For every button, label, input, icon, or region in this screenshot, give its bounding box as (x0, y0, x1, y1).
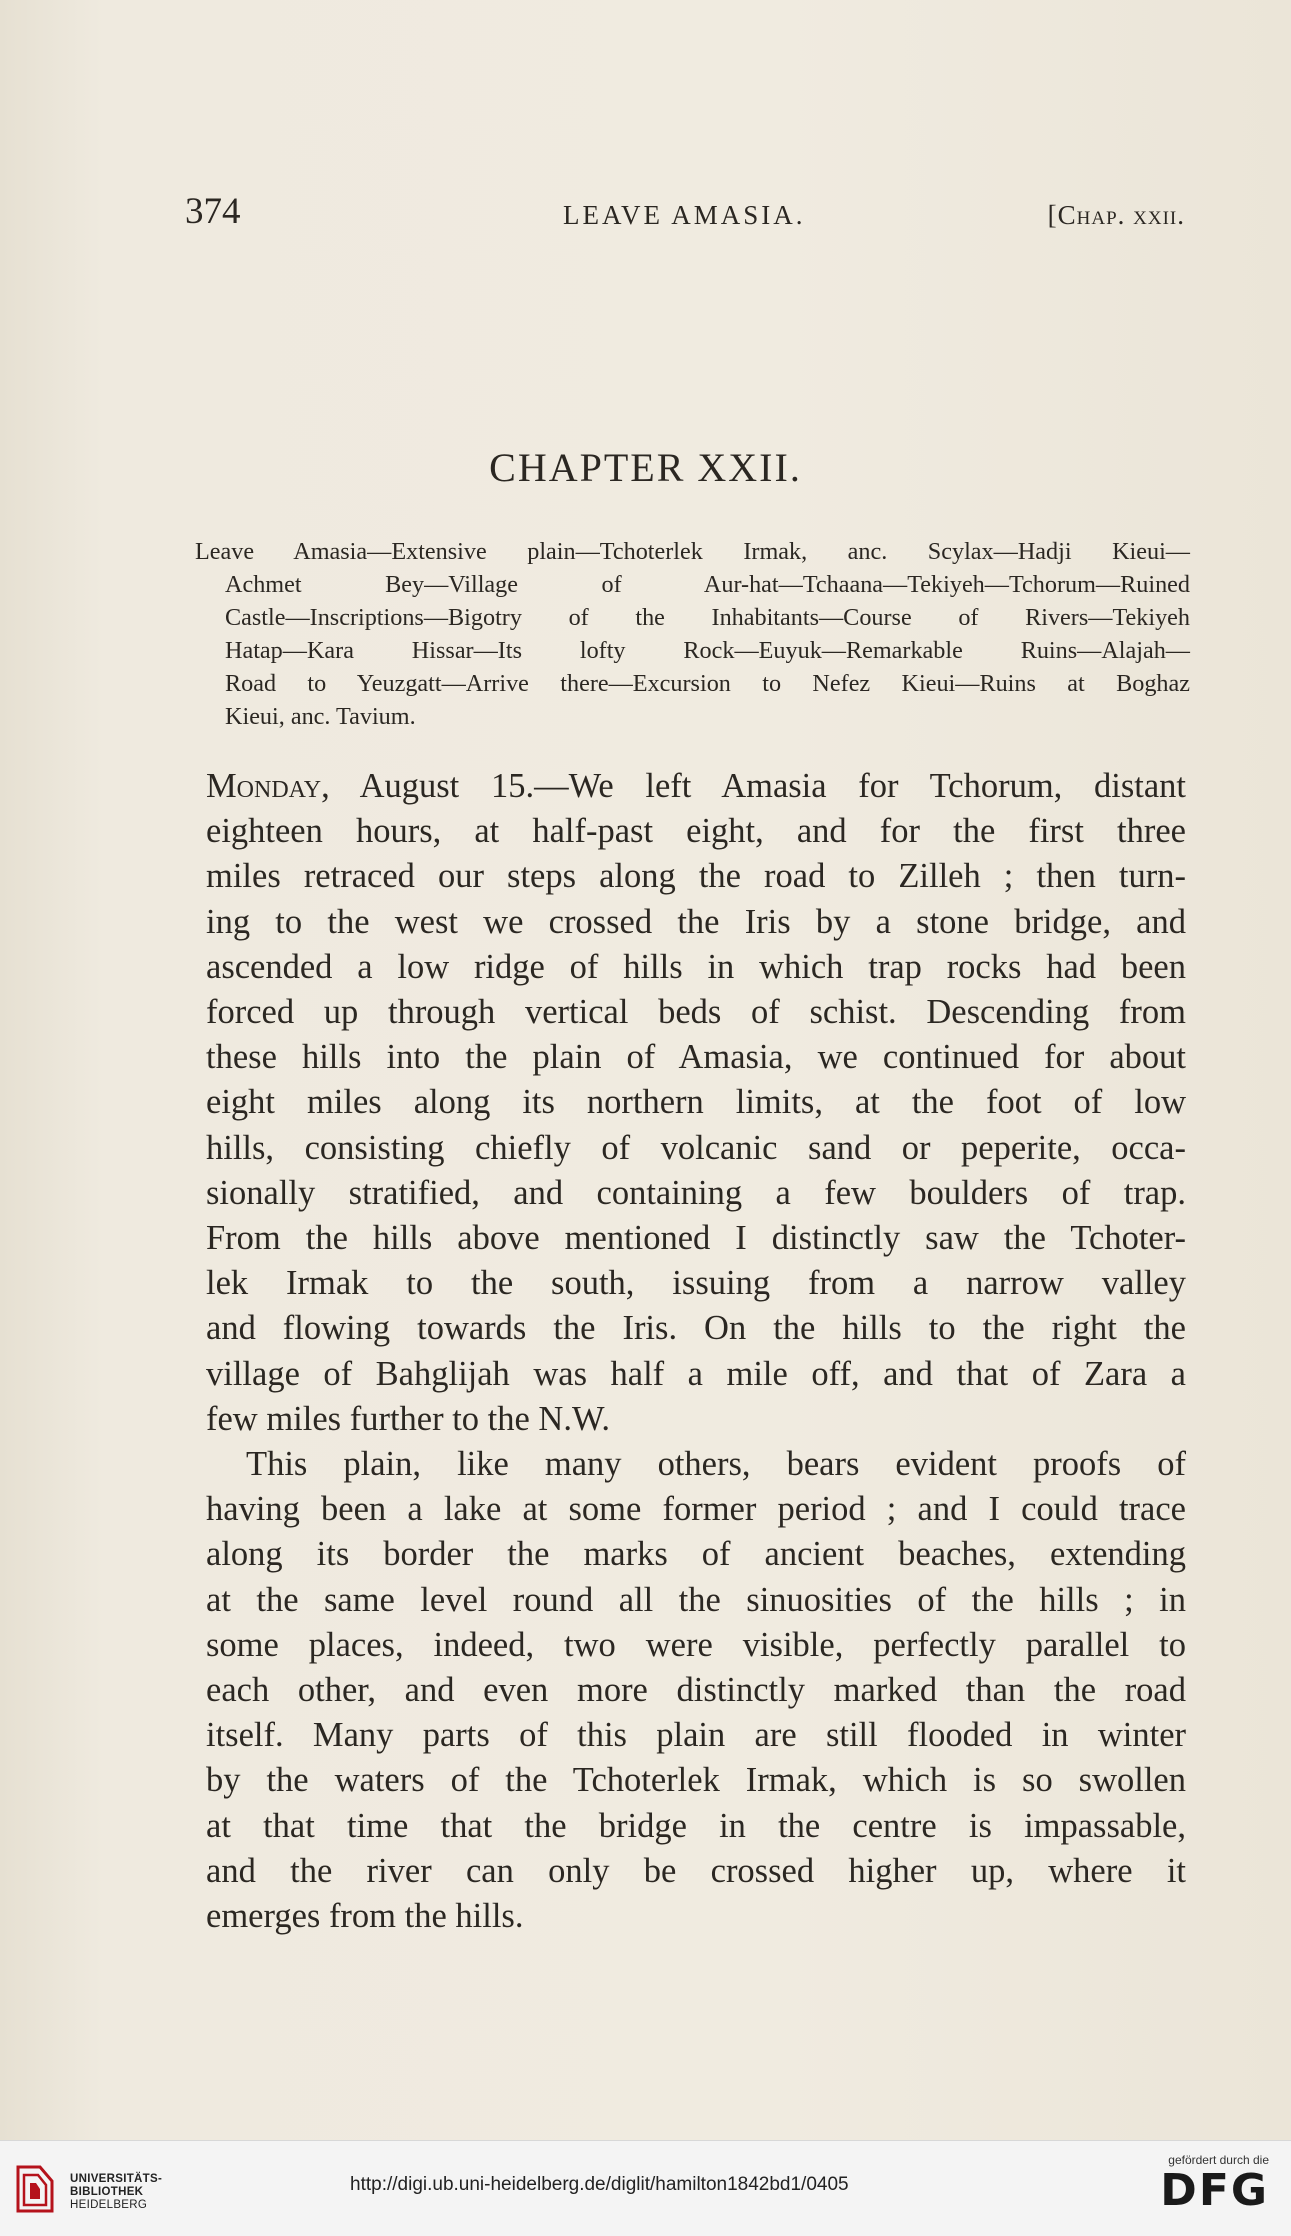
chapter-summary (195, 535, 1190, 733)
summary-line: Leave Amasia—Extensive plain—Tchoterlek Irmak, anc. Scylax—Hadji Kieui— (195, 538, 1190, 565)
permalink-url[interactable]: http://digi.ub.uni-heidelberg.de/diglit/hamilton1842bd1/0405 (350, 2174, 849, 2195)
page-number: 374 (185, 191, 241, 232)
text-line: by the waters of the Tchoterlek Irmak, which is so swollen (206, 1761, 1186, 1800)
text-line: hills, consisting chiefly of volcanic sand or peperite, occa- (206, 1128, 1186, 1167)
summary-line: Hatap—Kara Hissar—Its lofty Rock—Euyuk—Remarkable Ruins—Alajah— (225, 637, 1190, 664)
text-line: along its border the marks of ancient beaches, extending (206, 1535, 1186, 1574)
text-line: ing to the west we crossed the Iris by a stone bridge, and (206, 902, 1186, 941)
dfg-wordmark: DFG (1160, 2165, 1269, 2216)
chapter-title: CHAPTER XXII. (489, 445, 802, 490)
text-line: at that time that the bridge in the centre is impassable, (206, 1806, 1186, 1845)
text-line: sionally stratified, and containing a few boulders of trap. (206, 1173, 1186, 1212)
first-line-text: August 15.—We left Amasia for Tchorum, distant (329, 767, 1186, 805)
text-line: each other, and even more distinctly marked than the road (206, 1671, 1186, 1710)
library-logo[interactable] (12, 2161, 177, 2221)
opening-word: Monday, (206, 767, 330, 805)
text-line: ascended a low ridge of hills in which trap rocks had been (206, 947, 1186, 986)
library-name-line: HEIDELBERG (70, 2199, 148, 2211)
library-name-line: UNIVERSITÄTS- (70, 2173, 163, 2185)
paragraph-first-line (206, 764, 1186, 809)
text-line: From the hills above mentioned I distinctly saw the Tchoter- (206, 1219, 1186, 1258)
text-line: forced up through vertical beds of schist. Descending from (206, 993, 1186, 1032)
summary-line: Achmet Bey—Village of Aur-hat—Tchaana—Tekiyeh—Tchorum—Ruined (225, 571, 1190, 598)
text-line: having been a lake at some former period ; and I could trace (206, 1490, 1186, 1529)
text-line: lek Irmak to the south, issuing from a narrow valley (206, 1264, 1186, 1303)
library-seal-icon (12, 2161, 60, 2217)
summary-line: Road to Yeuzgatt—Arrive there—Excursion to Nefez Kieui—Ruins at Boghaz (225, 670, 1190, 697)
text-line: at the same level round all the sinuosities of the hills ; in (206, 1580, 1186, 1619)
text-line: few miles further to the N.W. (206, 1399, 610, 1438)
body-text (206, 764, 1186, 1939)
dfg-caption: gefördert durch die (1168, 2153, 1269, 2167)
text-line: emerges from the hills. (206, 1897, 524, 1936)
text-line: these hills into the plain of Amasia, we continued for about (206, 1038, 1186, 1077)
text-line: This plain, like many others, bears evident proofs of (246, 1445, 1186, 1484)
chapter-reference: [Chap. xxii. (1047, 200, 1185, 230)
text-line: itself. Many parts of this plain are still flooded in winter (206, 1716, 1186, 1755)
text-line: eight miles along its northern limits, at the foot of low (206, 1083, 1186, 1122)
dfg-logo[interactable] (1139, 2153, 1269, 2228)
viewer-footer (0, 2140, 1291, 2236)
text-line: eighteen hours, at half-past eight, and for the first three (206, 812, 1186, 851)
text-line: village of Bahglijah was half a mile off, and that of Zara a (206, 1354, 1186, 1393)
text-line: and flowing towards the Iris. On the hills to the right the (206, 1309, 1186, 1348)
library-name-line: BIBLIOTHEK (70, 2186, 144, 2198)
text-line: miles retraced our steps along the road to Zilleh ; then turn- (206, 857, 1186, 896)
running-title: LEAVE AMASIA. (563, 200, 806, 230)
library-name (70, 2173, 162, 2212)
summary-line: Kieui, anc. Tavium. (225, 703, 416, 730)
text-line: some places, indeed, two were visible, perfectly parallel to (206, 1625, 1186, 1664)
text-line: and the river can only be crossed higher up, where it (206, 1851, 1186, 1890)
summary-line: Castle—Inscriptions—Bigotry of the Inhabitants—Course of Rivers—Tekiyeh (225, 604, 1190, 631)
running-head (185, 190, 1185, 240)
